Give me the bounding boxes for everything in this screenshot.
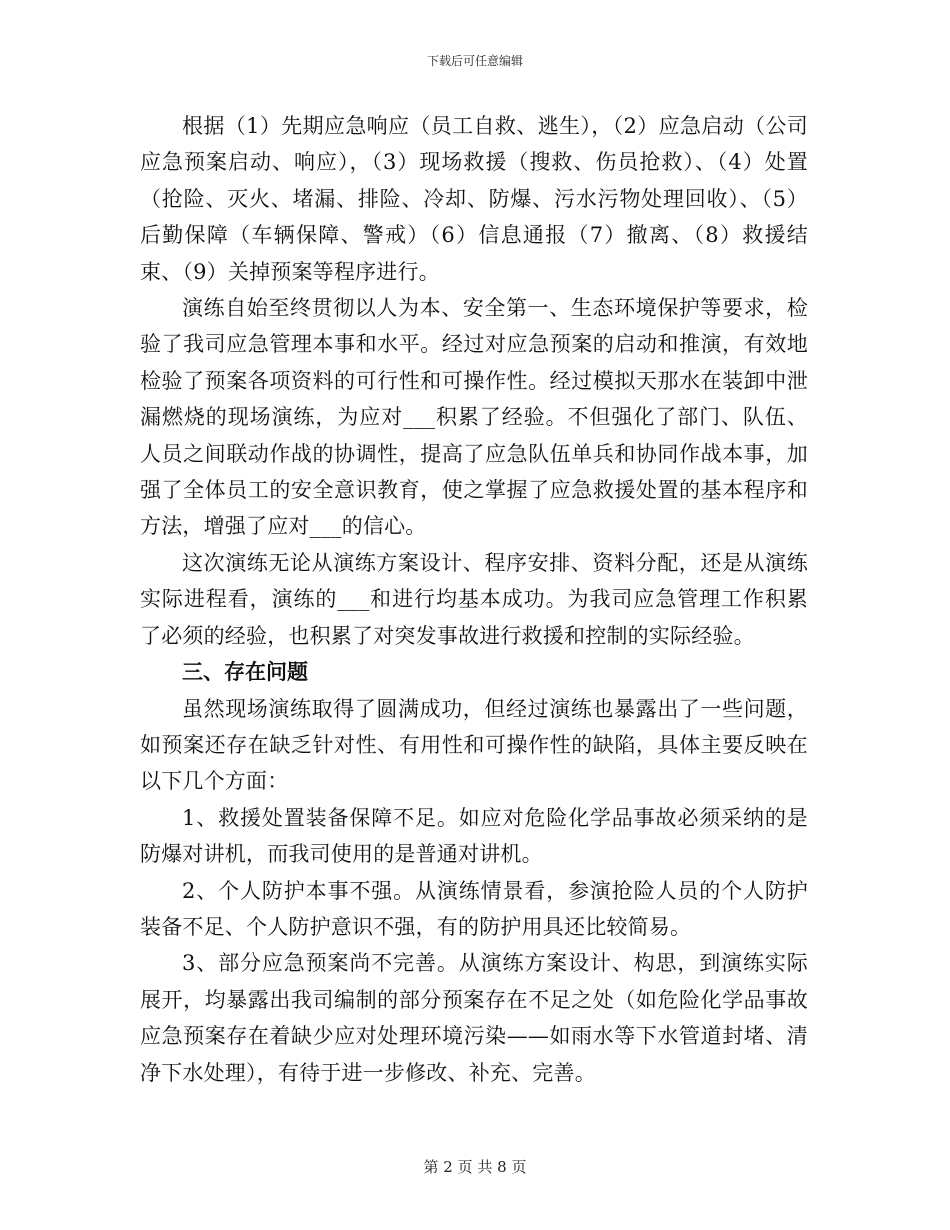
paragraph-procedure: 根据（1）先期应急响应（员工自救、逃生），（2）应急启动（公司应急预案启动、响应），（3）现场救援（搜救、伤员抢救）、（4）处置（抢险、灭火、堵漏、排险、冷却、防爆、污水污物处理回收）、（5）后勤保障（车辆保障、警戒）（6）信息通报（7）撤离、（8）救援结束、（9）关掉预案等程序进行。	[140, 114, 808, 284]
document-body	[140, 108, 808, 1091]
paragraph-drill-success: 这次演练无论从演练方案设计、程序安排、资料分配，还是从演练实际进程看，演练的___和进行均基本成功。为我司应急管理工作积累了必须的经验，也积累了对突发事故进行救援和控制的实际经验。	[140, 550, 808, 648]
section-heading-problems: 三、存在问题	[182, 660, 308, 685]
list-item-plans: 3、部分应急预案尚不完善。从演练方案设计、构思，到演练实际展开，均暴露出我司编制的部分预案存在不足之处（如危险化学品事故应急预案存在着缺少应对处理环境污染——如雨水等下水管道封堵、清净下水处理），有待于进一步修改、补充、完善。	[140, 951, 808, 1085]
list-item-protection: 2、个人防护本事不强。从演练情景看，参演抢险人员的个人防护装备不足、个人防护意识不强，有的防护用具还比较简易。	[140, 878, 808, 939]
page-header: 下载后可任意编辑	[426, 54, 523, 68]
list-item-equipment: 1、救援处置装备保障不足。如应对危险化学品事故必须采纳的是防爆对讲机，而我司使用的是普通对讲机。	[140, 805, 808, 867]
paragraph-drill-evaluation: 演练自始至终贯彻以人为本、安全第一、生态环境保护等要求，检验了我司应急管理本事和水平。经过对应急预案的启动和推演，有效地检验了预案各项资料的可行性和可操作性。经过模拟天那水在装卸中泄漏燃烧的现场演练，为应对___积累了经验。不但强化了部门、队伍、人员之间联动作战的协调性，提高了应急队伍单兵和协同作战本事，加强了全体员工的安全意识教育，使之掌握了应急救援处置的基本程序和方法，增强了应对___的信心。	[140, 296, 808, 539]
page-number: 第 2 页 共 8 页	[423, 1158, 527, 1176]
paragraph-problems-intro: 虽然现场演练取得了圆满成功，但经过演练也暴露出了一些问题，如预案还存在缺乏针对性、有用性和可操作性的缺陷，具体主要反映在以下几个方面：	[140, 696, 808, 794]
